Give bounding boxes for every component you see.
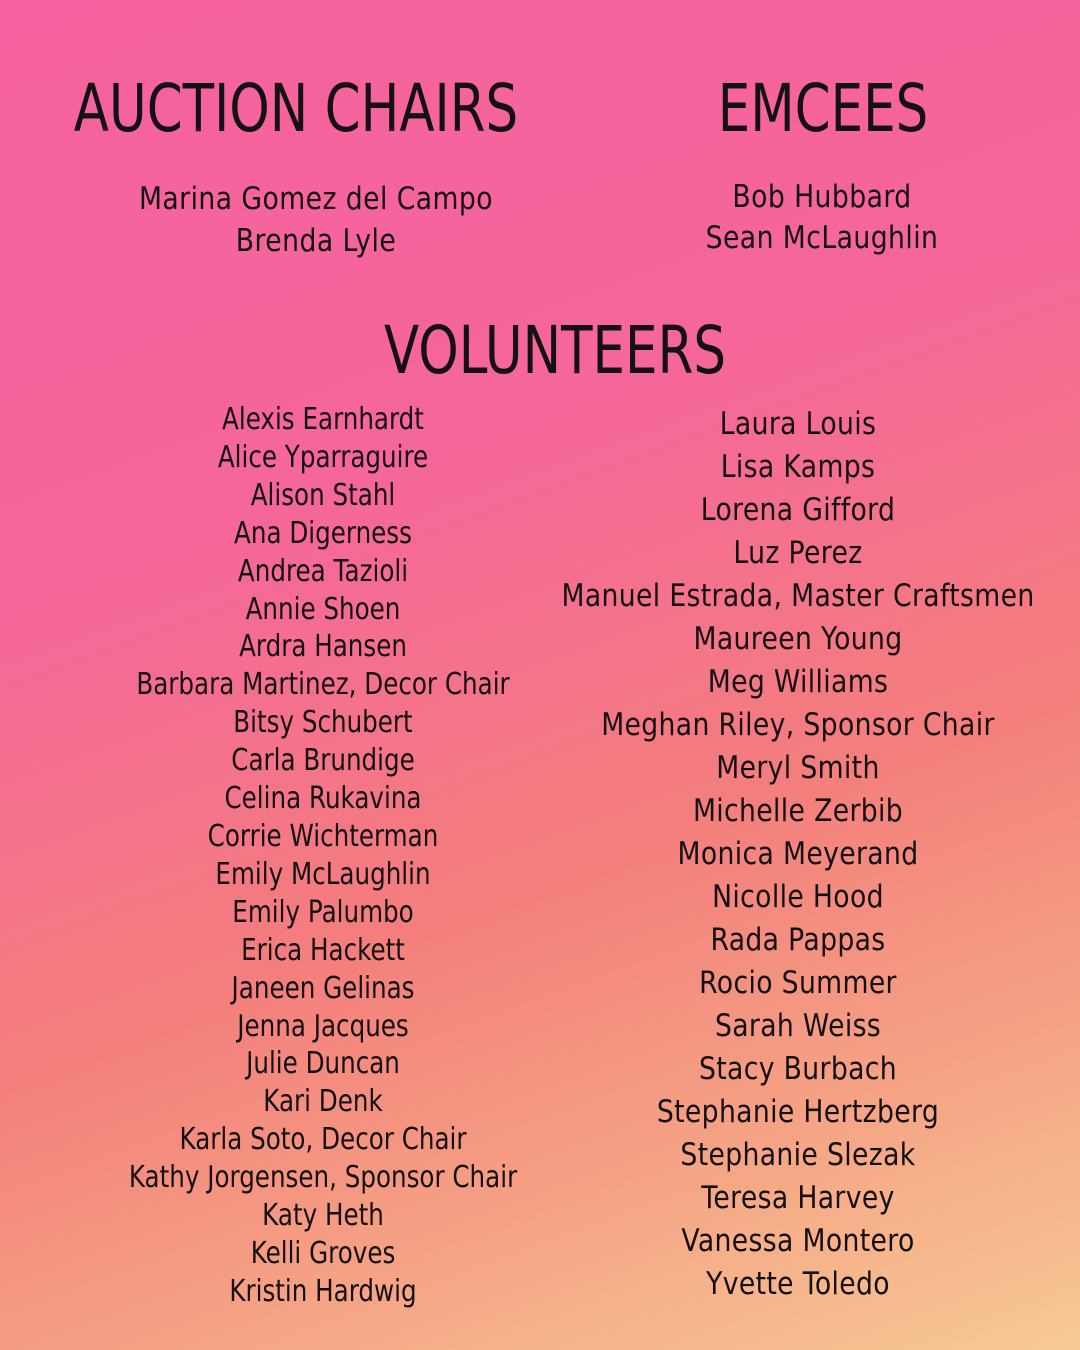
volunteer-name: Yvette Toledo [706,1266,890,1302]
volunteer-name: Andrea Tazioli [237,553,409,589]
volunteer-name: Lorena Gifford [700,492,896,528]
volunteer-name: Rocio Summer [699,965,897,1001]
volunteer-name: Erica Hackett [241,932,405,968]
volunteer-name: Michelle Zerbib [692,793,904,829]
volunteer-name: Rada Pappas [710,922,886,958]
volunteer-name: Corrie Wichterman [207,818,439,854]
volunteer-name: Ana Digerness [234,515,412,551]
volunteer-name: Lisa Kamps [720,449,876,485]
volunteer-name: Annie Shoen [245,591,401,627]
volunteer-name: Carla Brundige [231,743,415,779]
volunteer-name: Nicolle Hood [712,879,884,915]
volunteer-name: Manuel Estrada, Master Craftsmen [561,578,1035,614]
volunteer-name: Katy Heth [262,1198,384,1234]
auction-chairs-heading: AUCTION CHAIRS [73,70,519,147]
volunteer-name: Stacy Burbach [698,1051,898,1087]
volunteer-name: Teresa Harvey [701,1180,895,1216]
volunteer-name: Meghan Riley, Sponsor Chair [601,707,995,743]
volunteer-name: Kelli Groves [250,1235,396,1271]
volunteer-name: Maureen Young [693,621,903,657]
volunteer-name: Sarah Weiss [714,1008,882,1044]
auction-chairs-list [66,178,566,262]
volunteer-name: Stephanie Hertzberg [656,1094,940,1130]
volunteer-name: Vanessa Montero [681,1223,915,1259]
auction-chair-name: Marina Gomez del Campo [138,181,494,217]
volunteer-name: Monica Meyerand [677,836,919,872]
emcees-list [622,177,1022,259]
volunteer-name: Bitsy Schubert [233,705,413,741]
volunteer-name: Alison Stahl [250,477,396,513]
volunteers-left-column [48,401,598,1311]
volunteer-name: Alexis Earnhardt [222,402,424,437]
volunteer-name: Luz Perez [733,535,863,571]
volunteer-name: Jenna Jacques [237,1008,409,1044]
volunteer-name: Janeen Gelinas [231,970,415,1006]
volunteer-name: Emily McLaughlin [215,856,431,892]
volunteer-name: Laura Louis [719,406,877,442]
auction-chair-name: Brenda Lyle [235,223,397,259]
volunteers-right-column [523,403,1073,1306]
volunteer-name: Karla Soto, Decor Chair [179,1122,467,1158]
volunteer-name: Meryl Smith [716,750,880,786]
volunteer-name: Emily Palumbo [232,894,414,930]
volunteer-name: Alice Yparraguire [217,439,429,475]
volunteer-name: Kathy Jorgensen, Sponsor Chair [128,1160,518,1196]
emcee-name: Sean McLaughlin [705,220,939,256]
volunteer-name: Kristin Hardwig [229,1273,417,1309]
emcees-heading: EMCEES [717,70,929,147]
volunteer-name: Kari Denk [263,1084,383,1120]
volunteer-name: Barbara Martinez, Decor Chair [136,667,510,703]
volunteer-name: Julie Duncan [246,1046,400,1082]
volunteers-heading: VOLUNTEERS [383,312,727,389]
volunteer-name: Ardra Hansen [239,629,407,665]
emcee-name: Bob Hubbard [732,179,912,215]
volunteer-name: Meg Williams [707,664,889,700]
volunteer-name: Stephanie Slezak [680,1137,916,1173]
volunteer-name: Celina Rukavina [224,781,422,817]
